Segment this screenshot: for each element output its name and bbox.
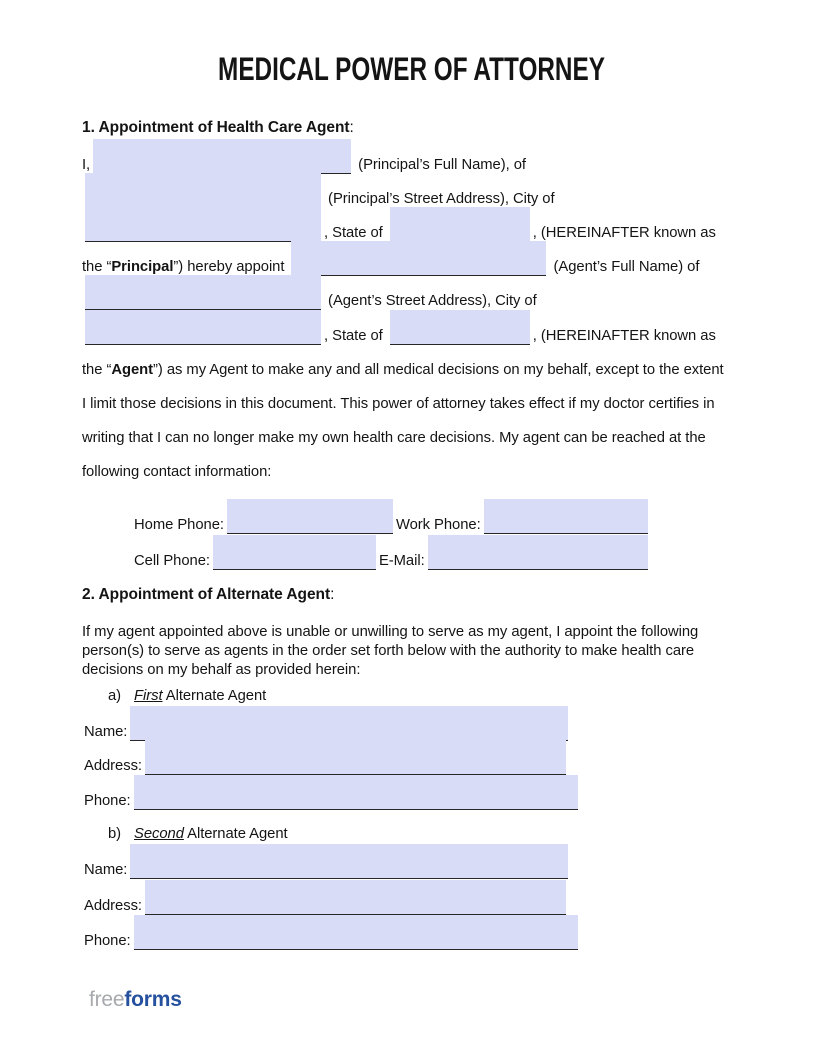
alt1-address-row bbox=[84, 756, 569, 776]
freeforms-logo bbox=[89, 988, 182, 1012]
section2-paragraph-line-1: If my agent appointed above is unable or unwilling to serve as my agent, I appoint the following bbox=[82, 624, 699, 640]
cell-phone-label: Cell Phone: bbox=[134, 553, 210, 569]
alt1-name-field[interactable] bbox=[130, 735, 568, 736]
alt1-address-field[interactable] bbox=[145, 769, 566, 770]
item-a-emphasis: First bbox=[134, 688, 163, 704]
line-agent-powers-2: I limit those decisions in this document. This power of attorney takes effect if my doctor certifies in bbox=[82, 396, 715, 412]
agent-clause-prefix: the “ bbox=[82, 362, 112, 378]
alt1-phone-row bbox=[84, 791, 581, 811]
section2-paragraph-line-3: decisions on my behalf as provided herein: bbox=[82, 662, 361, 678]
alt2-phone-label: Phone: bbox=[84, 933, 131, 949]
home-phone-label: Home Phone: bbox=[134, 517, 224, 533]
line-agent-powers-1 bbox=[82, 360, 724, 380]
principal-clause-prefix: the “ bbox=[82, 259, 112, 275]
contact-row-2 bbox=[134, 551, 651, 571]
line-agent-city-state bbox=[82, 326, 716, 346]
cell-phone-field[interactable] bbox=[213, 564, 376, 565]
logo-forms-text: forms bbox=[124, 988, 182, 1011]
alt2-address-field[interactable] bbox=[145, 909, 566, 910]
line-principal-full-name bbox=[82, 155, 526, 175]
alt2-phone-row bbox=[84, 931, 581, 951]
email-field[interactable] bbox=[428, 564, 648, 565]
section1-heading-text: 1. Appointment of Health Care Agent bbox=[82, 119, 350, 136]
agent-state-field[interactable] bbox=[390, 339, 530, 340]
item-a-marker: a) bbox=[108, 688, 122, 704]
line-agent-street-address bbox=[82, 291, 537, 311]
alt1-name-row bbox=[84, 722, 571, 742]
principal-full-name-field[interactable] bbox=[93, 168, 351, 169]
line-contact-intro: following contact information: bbox=[82, 464, 272, 480]
agent-city-field[interactable] bbox=[85, 339, 321, 340]
principal-name-prefix: I, bbox=[82, 157, 91, 173]
alt1-name-label: Name: bbox=[84, 724, 128, 740]
agent-state-of-text: , State of bbox=[324, 328, 387, 344]
item-b-emphasis: Second bbox=[134, 826, 184, 842]
alt2-address-label: Address: bbox=[84, 898, 142, 914]
principal-hereinafter-text: , (HEREINAFTER known as bbox=[532, 225, 716, 241]
principal-name-caption: (Principal’s Full Name), of bbox=[354, 157, 526, 173]
second-alternate-agent-heading bbox=[108, 824, 288, 844]
work-phone-label: Work Phone: bbox=[395, 517, 481, 533]
alt2-name-row bbox=[84, 860, 571, 880]
home-phone-field[interactable] bbox=[227, 528, 393, 529]
line-principal-city-state bbox=[82, 223, 716, 243]
line-principal-street-address bbox=[82, 189, 555, 209]
work-phone-field[interactable] bbox=[484, 528, 648, 529]
item-b-rest: Alternate Agent bbox=[183, 826, 288, 842]
principal-clause-mid: ”) hereby appoint bbox=[173, 259, 289, 275]
principal-city-field[interactable] bbox=[85, 236, 321, 237]
agent-name-caption: (Agent’s Full Name) of bbox=[549, 259, 700, 275]
section1-heading bbox=[82, 118, 354, 138]
principal-address-caption: (Principal’s Street Address), City of bbox=[324, 191, 555, 207]
principal-state-of-text: , State of bbox=[324, 225, 387, 241]
agent-street-address-field[interactable] bbox=[85, 304, 321, 305]
agent-hereinafter-text: , (HEREINAFTER known as bbox=[532, 328, 716, 344]
logo-free-text: free bbox=[89, 988, 125, 1011]
section2-paragraph-line-2: person(s) to serve as agents in the order set forth below with the authority to make health care bbox=[82, 643, 695, 659]
alt1-phone-label: Phone: bbox=[84, 793, 131, 809]
alt2-name-label: Name: bbox=[84, 862, 128, 878]
alt1-phone-field[interactable] bbox=[134, 804, 578, 805]
section1-heading-colon: : bbox=[349, 119, 354, 136]
principal-state-field[interactable] bbox=[390, 236, 530, 237]
first-alternate-agent-heading bbox=[108, 686, 266, 706]
section2-heading-text: 2. Appointment of Alternate Agent bbox=[82, 586, 331, 603]
document-title: MEDICAL POWER OF ATTORNEY bbox=[218, 51, 605, 87]
alt2-phone-field[interactable] bbox=[134, 944, 578, 945]
alt1-address-label: Address: bbox=[84, 758, 142, 774]
line-agent-powers-3: writing that I can no longer make my own health care decisions. My agent can be reached at the bbox=[82, 430, 706, 446]
item-a-rest: Alternate Agent bbox=[162, 688, 267, 704]
email-label: E-Mail: bbox=[378, 553, 425, 569]
line-principal-appoints-agent bbox=[82, 257, 699, 277]
agent-full-name-field[interactable] bbox=[291, 270, 546, 271]
principal-street-address-field[interactable] bbox=[85, 202, 321, 203]
alt2-address-row bbox=[84, 896, 569, 916]
section2-heading-colon: : bbox=[330, 586, 335, 603]
alt2-name-field[interactable] bbox=[130, 873, 568, 874]
agent-clause-rest: ”) as my Agent to make any and all medical decisions on my behalf, except to the extent bbox=[153, 362, 724, 378]
agent-bold-word: Agent bbox=[111, 362, 154, 378]
contact-row-1 bbox=[134, 515, 651, 535]
principal-bold-word: Principal bbox=[111, 259, 174, 275]
section2-heading bbox=[82, 585, 334, 605]
agent-address-caption: (Agent’s Street Address), City of bbox=[324, 293, 537, 309]
item-b-marker: b) bbox=[108, 826, 122, 842]
